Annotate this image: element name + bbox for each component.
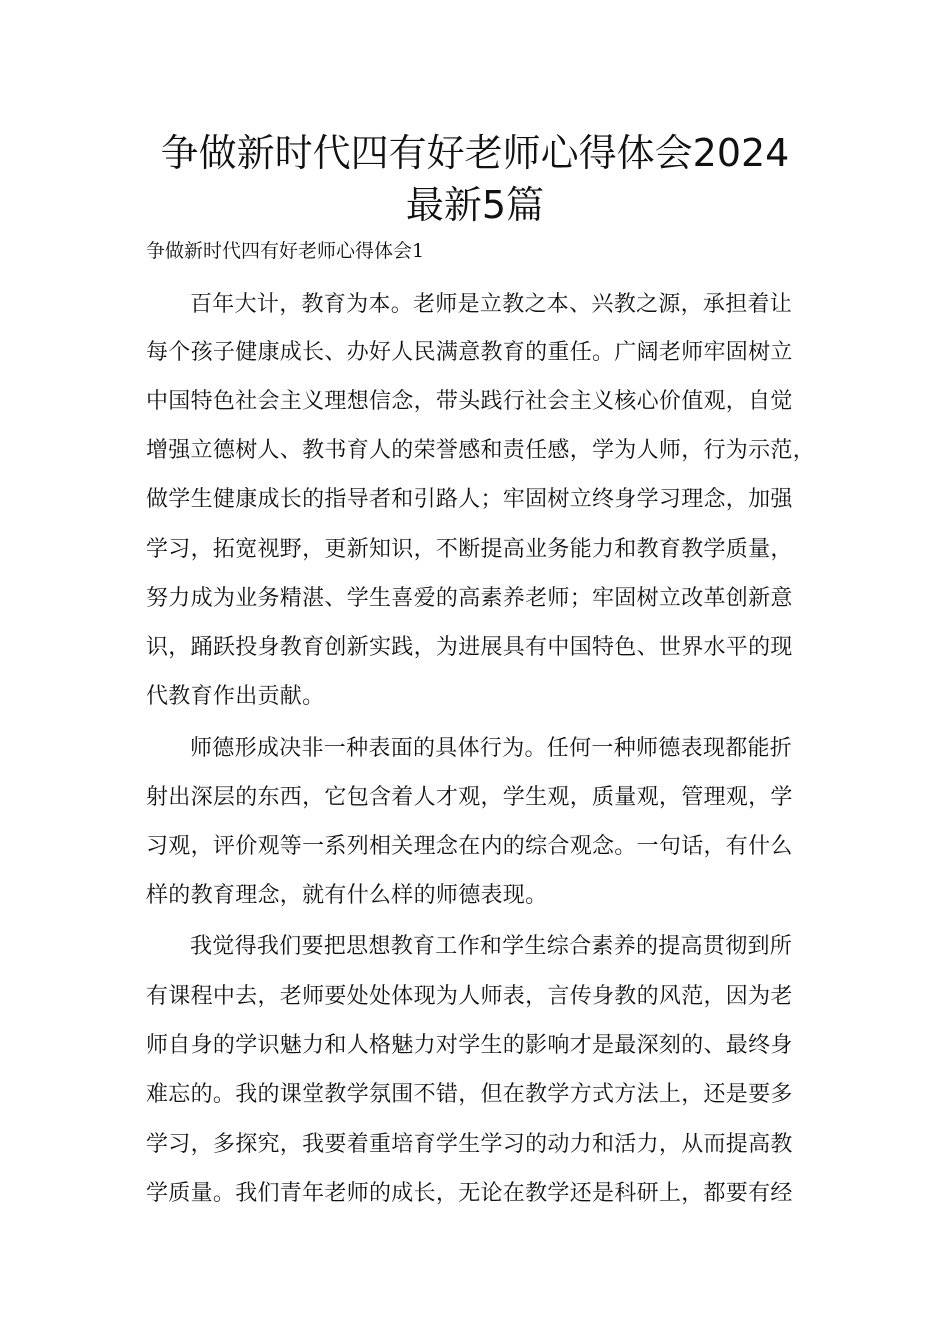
section-heading: 争做新时代四有好老师心得体会1 xyxy=(146,240,425,262)
paragraph-2-line: 射出深层的东西，它包含着人才观，学生观，质量观，管理观，学 xyxy=(146,785,793,810)
document-title-line-1: 争做新时代四有好老师心得体会2024 xyxy=(160,131,790,175)
paragraph-1-line: 代教育作出贡献。 xyxy=(146,684,325,709)
paragraph-3-line: 有课程中去，老师要处处体现为人师表，言传身教的风范，因为老 xyxy=(146,984,793,1009)
paragraph-2-line: 习观，评价观等一系列相关理念在内的综合观念。一句话，有什么 xyxy=(146,834,793,859)
paragraph-1-line: 做学生健康成长的指导者和引路人；牢固树立终身学习理念，加强 xyxy=(146,487,793,512)
paragraph-3-line: 学质量。我们青年老师的成长，无论在教学还是科研上，都要有经 xyxy=(146,1181,793,1206)
paragraph-1-line: 学习，拓宽视野，更新知识，不断提高业务能力和教育教学质量， xyxy=(146,537,793,562)
paragraph-1-line: 识，踊跃投身教育创新实践，为进展具有中国特色、世界水平的现 xyxy=(146,635,793,660)
paragraph-1-line: 每个孩子健康成长、办好人民满意教育的重任。广阔老师牢固树立 xyxy=(146,340,793,365)
paragraph-1-line: 百年大计，教育为本。老师是立教之本、兴教之源，承担着让 xyxy=(190,292,793,317)
document-title-line-2: 最新5篇 xyxy=(405,183,545,227)
paragraph-1-line: 努力成为业务精湛、学生喜爱的高素养老师；牢固树立改革创新意 xyxy=(146,586,793,611)
paragraph-2-line: 样的教育理念，就有什么样的师德表现。 xyxy=(146,883,548,908)
paragraph-3-line: 我觉得我们要把思想教育工作和学生综合素养的提高贯彻到所 xyxy=(190,934,793,959)
paragraph-1-line: 中国特色社会主义理想信念，带头践行社会主义核心价值观，自觉 xyxy=(146,389,793,414)
paragraph-3-line: 学习，多探究，我要着重培育学生学习的动力和活力，从而提高教 xyxy=(146,1132,793,1157)
paragraph-1-line: 增强立德树人、教书育人的荣誉感和责任感，学为人师，行为示范， xyxy=(146,438,816,463)
paragraph-3-line: 难忘的。我的课堂教学氛围不错，但在教学方式方法上，还是要多 xyxy=(146,1082,793,1107)
paragraph-2-line: 师德形成决非一种表面的具体行为。任何一种师德表现都能折 xyxy=(190,736,793,761)
paragraph-3-line: 师自身的学识魅力和人格魅力对学生的影响才是最深刻的、最终身 xyxy=(146,1033,793,1058)
